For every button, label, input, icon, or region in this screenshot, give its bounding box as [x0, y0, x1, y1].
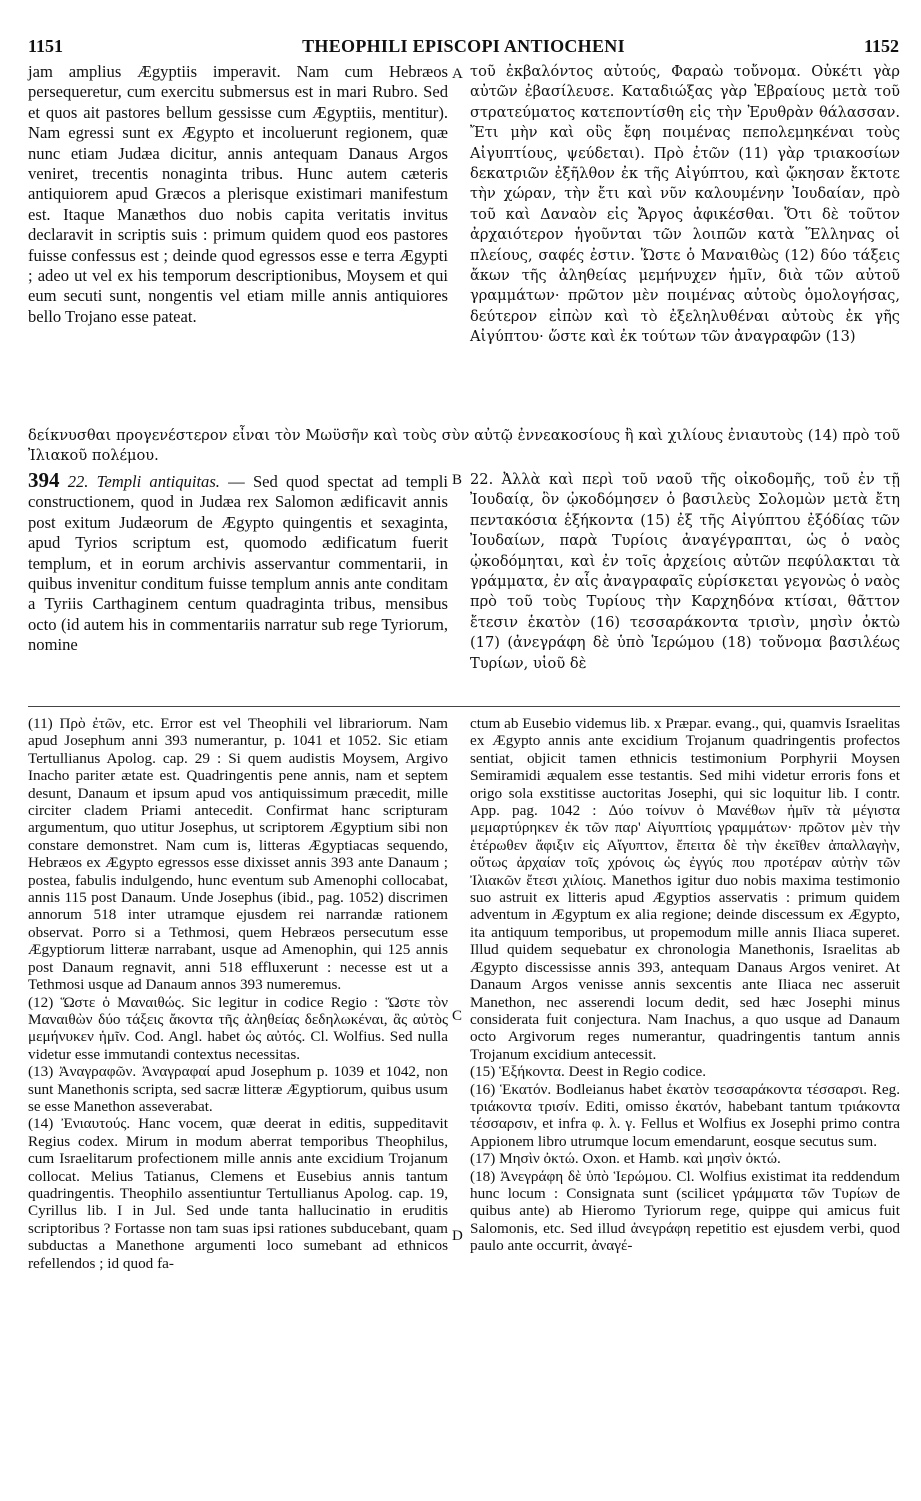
section-2-latin-body: — Sed quod spectat ad templi constructionem, quod in Judæa rex Salomon ædificavit annis post exitum Judæorum de Ægypto quingentis et sexaginta, apud Tyrios scriptum est, quomodo ædificatum fuerit templum, et in eorum archivis asservantur commentarii, in quibus invenitur conditum fuisse templum annis ante conditam a Tyriis Carthaginem centum quadraginta tribus, mensibus octo (id autem his in commentariis narratur sub rege Tyriorum, nomine [28, 472, 448, 655]
greek-text-section-2: 22. Ἀλλὰ καὶ περὶ τοῦ ναοῦ τῆς οἰκοδομῆς, τοῦ ἐν τῇ Ἰουδαίᾳ, ὃν ᾠκοδόμησεν ὁ βασιλεὺς Σολομὼν μετὰ ἔτη πεντακόσια ἑξήκοντα (15) ἐξ τῆς Αἰγύπτου ἐξόδίας τῶν Ἰουδαίων, παρὰ Τυρίοις ἀναγέγραπται, ὡς ὁ ναὸς ᾠκοδόμηται, καὶ ἐν τοῖς ἀρχείοις αὐτῶν πεφύλακται τὰ γράμματα, ἐν αἷς ἀναγραφαῖς εὑρίσκεται γεγονὼς ὁ ναὸς πρὸ τοῦ τοὺς Τυρίους τὴν Καρχηδόνα κτίσαι, θᾶττον ἔτεσιν ἑκατὸν (16) τεσσαράκοντα τρισὶν, μησὶν ὀκτὼ (17) (ἀνεγράφη δὲ ὑπὸ Ἱερώμου (18) τοὔνομα βασιλέως Τυρίων, υἱοῦ δὲ [470, 471, 900, 672]
margin-marker-b: B [452, 472, 463, 488]
margin-marker-c: C [452, 1008, 463, 1024]
footnote-13: (13) Ἀναγραφῶν. Ἀναγραφαί apud Josephum p. 1039 et 1042, non sunt Manethonis scripta, sed sacræ litteræ Ægyptiorum, quibus usum se esse Manethon asseverabat. [28, 1063, 448, 1115]
margin-marker-a: A [452, 66, 463, 82]
section-number: 394 [28, 468, 60, 492]
section-heading: 22. Templi antiquitas. [67, 472, 220, 491]
footnote-14: (14) Ἐνιαυτούς. Hanc vocem, quæ deerat in editis, suppeditavit Regius codex. Mirum in modum aberrat temporibus Theophilus, cum Israelitarum profectionem mille annis ante excidium Trojanum collocat. Melius Tatianus, Clemens et Eusebius annis tantum quadringentis. Theophilo assentiuntur Tertullianus Apolog. cap. 19, Cyrillus lib. I in Jul. Sed unde tanta hallucinatio in eruditis scriptoribus ? Fortasse non tam suas ipsi rationes subducebant, quam subductas a Manethone argumenti loco sumebant ad ethnicos refellendos ; id quod fa- [28, 1115, 448, 1272]
footnote-14-continued: ctum ab Eusebio videmus lib. x Præpar. evang., qui, quamvis Israelitas ex Ægypto annis ante excidium Trojanum quadringentis profectos sentiat, objicit tamen ethnicis testimonium Porphyrii Moysen Semiramidi æqualem esse testantis. Sed mihi videtur erroris fons et origo sola exstitisse auctoritas Josephi, qui sic loquitur lib. I contr. App. pag. 1042 : Δύο τοίνυν ὁ Μανέθων ἡμῖν τὰ μέγιστα μεμαρτύρηκεν ἐκ τῶν παρ' Αἰγυπτίοις γραμμάτων· πρῶτον μὲν τὴν ἑτέρωθεν ἄφιξιν εἰς Αἴγυπτον, ἔπειτα δὲ τὴν ἐκεῖθεν ἀπαλλαγὴν, οὕτως ἀρχαίαν τοῖς χρόνοις ὡς ἐγγύς που προτέραν αὐτὴν τῶν Ἰλιακῶν ἔτεσι χιλίοις. Manethos igitur duo nobis maxima testimonio suo astruit ex litteris apud Ægyptios asservatis : primum quidem adventum in Ægyptum ex alia regione; deinde discessum ex Ægypto, ita antiquum temporibus, ut propemodum mille annis Iliaca superet. Illud quidem sequebatur ex chronologia Manethonis, Israelitas ab Ægypto discessisse annis 393, antequam Danaus Argos veniret. At Danaum Argos venisse annis sexcentis ante Iliaca nec asseruit Manethon, nec asserendi locum dedit, sed hæc Josephi minus considerata fuit conjectura. Nam Inachus, a quo usque ad Danaum octo Argivorum reges numerantur, quadringentis tantum annis Trojanum excidium antecessit. [470, 715, 900, 1063]
footnote-15: (15) Ἑξήκοντα. Deest in Regio codice. [470, 1063, 707, 1081]
footnote-11: (11) Πρὸ ἐτῶν, etc. Error est vel Theophili vel librariorum. Nam apud Josephum anni 393 numerantur, p. 1041 et 1052. Sic etiam Tertullianus Apolog. cap. 29 : Si quem audistis Moysem, Argivo Inacho pariter ætate est. Quadringentis pene annis, nam et septem desunt, Danaum et ipsum apud vos antiquissimum præcedit, mille circiter cladem Priami antecedit. Confirmat hanc scripturam argumentum, quo utitur Josephus, ut scriptorem Ægyptium sibi non constare demonstret. Nam cum is, litteras Ægyptiacas sequendo, Hebræos ex Ægypto egressos esse dixisset annis 393 ante Danaum ; postea, fabulis indulgendo, hunc eventum sub Amenophi collocabat, annis 115 post Danaum. Unde Josephus (ibid., pag. 1052) discrimen annorum 518 inter utramque ejusdem rei narrandæ rationem observat. Porro si a Tethmosi, quem Hebræos persecutum esse Ægyptiorum litteræ narrabant, usque ad Amenophin, qui 125 annis post Danaum regnavit, anni 518 effluxerunt : necesse est ut a Tethmosi usque ad Danaum annos 393 numeremus. [28, 715, 448, 994]
footnote-18: (18) Ἀνεγράφη δὲ ὑπὸ Ἱερώμου. Cl. Wolfius existimat ita reddendum hunc locum : Consignata sunt (scilicet γράμματα τῶν Τυρίων de quibus ante) ab Hieromo Tyriorum rege, quippe qui amicus fuit Salomonis, etc. Sed illud ἀνεγράφη repetitio est ejusdem verbi, quod paulo ante occurrit, ἀναγέ- [470, 1167, 900, 1255]
page-number-left: 1151 [28, 36, 64, 56]
latin-text-section-1: jam amplius Ægyptiis imperavit. Nam cum Hebræos persequeretur, cum exercitu submersus est in mari Rubro. Sed et quos ait pastores bellum gessisse cum Ægyptiis, mentitur). Nam egressi sunt ex Ægypto et incoluerunt regionem, quæ nunc etiam Judæa dicitur, annis antequam Danaus Argos veniret, trecentis nonaginta tribus. Hunc autem cæteris antiquiorem apud Græcos a plerisque existimari manifestum est. Itaque Manæthos duo nobis capita veritatis invitus declaravit in scriptis suis : primum quidem quod eos pastores fuisse confessus est ; deinde quod egressos esse e terra Ægypti ; adeo ut vel ex his temporum descriptionibus, Moysem et qui eum secuti sunt, nongentis vel etiam mille annis antiquiores bello Trojano esse pateat. [28, 62, 448, 326]
margin-marker-d: D [452, 1228, 463, 1244]
footnote-16: (16) Ἑκατόν. Bodleianus habet ἑκατὸν τεσσαράκοντα τέσσαρσι. Reg. τριάκοντα τρισίν. Editi, omisso ἑκατόν, habebant tantum τριάκοντα τέσσαρσιν, et infra φ. λ. γ. Fellus et Wolfius ex Josephi primo contra Appionem libro utrumque locum emendarunt, eosque secutus sum. [470, 1080, 900, 1150]
notes-divider [28, 706, 900, 707]
latin-text-section-2 [28, 470, 448, 656]
footnotes-right-column [470, 715, 900, 1255]
page-header [28, 36, 899, 58]
greek-full-width-line: δείκνυσθαι προγενέστερον εἶναι τὸν Μωϋσῆν καὶ τοὺς σὺν αὐτῷ ἐννεακοσίους ἢ καὶ χιλίους ἐνιαυτοὺς (14) πρὸ τοῦ Ἰλιακοῦ πολέμου. [28, 427, 900, 465]
running-title: THEOPHILI EPISCOPI ANTIOCHENI [302, 36, 625, 56]
footnotes-left-column [28, 715, 448, 1272]
footnote-12: (12) Ὥστε ὁ Μαναιθώς. Sic legitur in codice Regio : Ὥστε τὸν Μαναιθὼν δύο τάξεις ἄκοντα τῆς ἀληθείας δεδηλωκέναι, ἃς αὐτὸς μεμήνυκεν ἡμῖν. Cod. Angl. habet ὡς αὐτός. Cl. Wolfius. Sed nulla videtur esse immutandi contextus necessitas. [28, 993, 448, 1063]
page-number-right: 1152 [863, 36, 899, 56]
footnote-17: (17) Μησὶν ὀκτώ. Oxon. et Hamb. καὶ μησὶν ὀκτώ. [470, 1150, 781, 1168]
greek-text-section-1: τοῦ ἐκβαλόντος αὐτούς, Φαραὼ τοὔνομα. Οὐκέτι γὰρ αὐτῶν ἐβασίλευσε. Καταδιώξας γὰρ Ἑβραίους μετὰ τοῦ στρατεύματος κατεποντίσθη εἰς τὴν Ἐρυθρὰν θάλασσαν. Ἔτι μὴν καὶ οὓς ἔφη ποιμένας πεπολεμηκέναι τοὺς Αἰγυπτίους, ψεύδεται). Πρὸ ἐτῶν (11) γὰρ τριακοσίων δεκατριῶν ἐξῆλθον ἐκ τῆς Αἰγύπτου, καὶ ᾤκησαν ἔκτοτε τὴν χώραν, τὴν ἔτι καὶ νῦν καλουμένην Ἰουδαίαν, πρὸ τοῦ καὶ Δαναὸν εἰς Ἄργος ἀφικέσθαι. Ὅτι δὲ τοῦτον ἀρχαιότερον ἡγοῦνται τῶν λοιπῶν κατὰ Ἕλληνας οἱ πλείους, σαφές ἐστιν. Ὥστε ὁ Μαναιθὼς (12) δύο τάξεις ἄκων τῆς ἀληθείας μεμήνυχεν ἡμῖν, διὰ τῶν αὐτοῦ γραμμάτων· πρῶτον μὲν ποιμένας αὐτοὺς ὁμολογήσας, δεύτερον εἰπὼν καὶ τὸ ἐξεληλυθέναι αὐτοὺς ἐκ γῆς Αἰγύπτου· ὥστε καὶ ἐκ τούτων τῶν ἀναγραφῶν (13) [470, 63, 900, 346]
